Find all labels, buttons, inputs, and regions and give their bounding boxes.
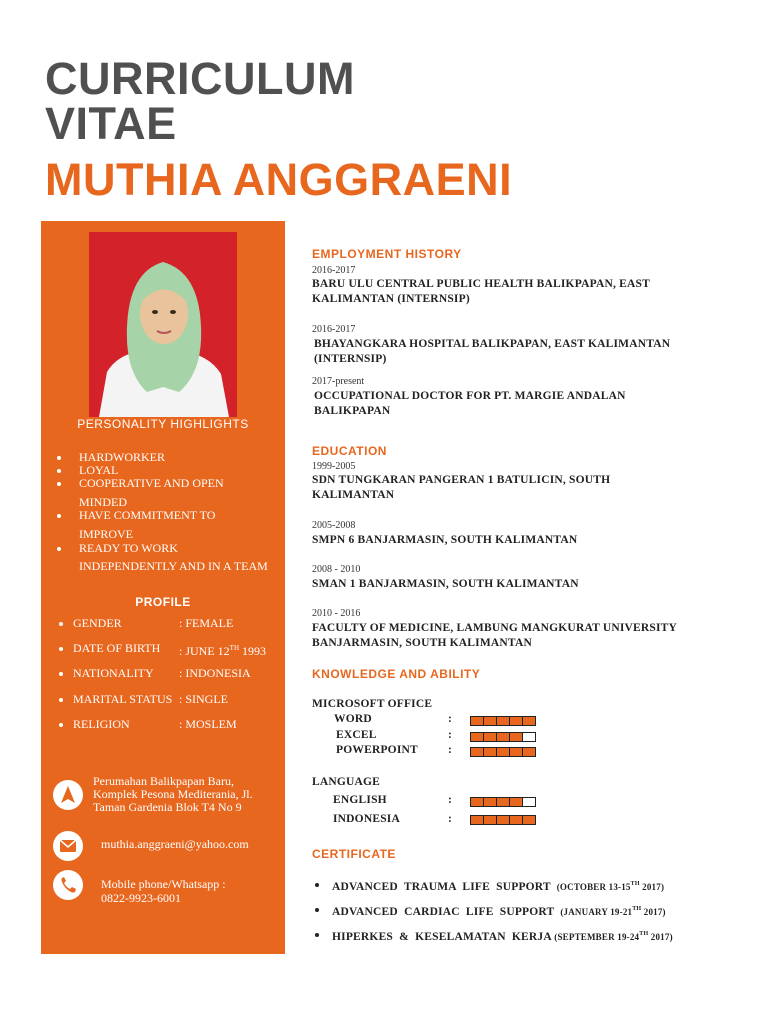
- rating-cell: [471, 717, 484, 725]
- rating-cell: [510, 733, 523, 741]
- profile-value: : FEMALE: [179, 616, 234, 630]
- rating-cell: [497, 717, 510, 725]
- certificate-item: ADVANCED CARDIAC LIFE SUPPORT (JANUARY 19-21TH 2017): [332, 905, 666, 918]
- email-link[interactable]: muthia.anggraeni@yahoo.com: [101, 837, 249, 851]
- rating-cell: [510, 748, 523, 756]
- certificate-item: ADVANCED TRAUMA LIFE SUPPORT (OCTOBER 13-15TH 2017): [332, 880, 665, 893]
- rating-cell: [497, 816, 510, 824]
- education-date: 2008 - 2010: [312, 564, 361, 575]
- skill-name: POWERPOINT: [336, 744, 418, 756]
- certificate-heading: CERTIFICATE: [312, 847, 396, 861]
- education-entry: SDN TUNGKARAN PANGERAN 1 BATULICIN, SOUTH KALIMANTAN: [312, 474, 611, 501]
- sidebar-panel: [41, 221, 285, 954]
- rating-cell: [510, 717, 523, 725]
- employment-entry: BARU ULU CENTRAL PUBLIC HEALTH BALIKPAPAN, EAST KALIMANTAN (INTERNSIP): [312, 278, 650, 305]
- profile-photo: [89, 232, 237, 417]
- language-name: ENGLISH: [333, 794, 387, 806]
- highlight-item: HAVE COMMITMENT TO: [79, 508, 216, 522]
- rating-cell: [484, 733, 497, 741]
- profile-photo-illustration: [89, 232, 237, 417]
- phone-icon: [53, 870, 83, 900]
- skill-colon: :: [448, 794, 452, 806]
- cv-title-line2: VITAE: [45, 98, 177, 149]
- language-rating-bar: [470, 815, 536, 825]
- rating-cell: [484, 748, 497, 756]
- rating-cell: [497, 748, 510, 756]
- profile-value: : SINGLE: [179, 692, 228, 706]
- profile-value: : INDONESIA: [179, 666, 251, 680]
- rating-cell: [484, 717, 497, 725]
- profile-label: RELIGION: [73, 717, 130, 731]
- skill-rating-bar: [470, 716, 536, 726]
- employment-date: 2016-2017: [312, 265, 356, 276]
- education-entry: SMPN 6 BANJARMASIN, SOUTH KALIMANTAN: [312, 534, 578, 546]
- certificate-item: HIPERKES & KESELAMATAN KERJA (SEPTEMBER 19-24TH 2017): [332, 930, 673, 943]
- highlight-item: MINDED: [79, 495, 127, 509]
- education-date: 2010 - 2016: [312, 608, 361, 619]
- rating-cell: [471, 733, 484, 741]
- employment-heading: EMPLOYMENT HISTORY: [312, 247, 462, 261]
- highlight-item: IMPROVE: [79, 527, 134, 541]
- profile-label: GENDER: [73, 616, 122, 630]
- education-entry: SMAN 1 BANJARMASIN, SOUTH KALIMANTAN: [312, 578, 579, 590]
- personality-heading: PERSONALITY HIGHLIGHTS: [77, 417, 249, 431]
- profile-value: : JUNE 12TH 1993: [179, 644, 267, 658]
- rating-cell: [510, 816, 523, 824]
- skill-colon: :: [448, 744, 452, 756]
- highlight-item: COOPERATIVE AND OPEN: [79, 476, 224, 490]
- rating-cell: [497, 798, 510, 806]
- skill-rating-bar: [470, 732, 536, 742]
- skill-name: EXCEL: [336, 729, 377, 741]
- phone-label: Mobile phone/Whatsapp :: [101, 877, 226, 891]
- profile-label: MARITAL STATUS: [73, 692, 173, 706]
- education-date: 1999-2005: [312, 461, 356, 472]
- rating-cell: [471, 816, 484, 824]
- address-line: Komplek Pesona Mediterania, Jl.: [93, 787, 253, 801]
- highlight-item: HARDWORKER: [79, 450, 165, 464]
- cv-title-line1: CURRICULUM: [45, 53, 355, 104]
- skill-colon: :: [448, 813, 452, 825]
- profile-label: DATE OF BIRTH: [73, 641, 161, 655]
- rating-cell: [484, 798, 497, 806]
- education-date: 2005-2008: [312, 520, 356, 531]
- rating-cell: [471, 798, 484, 806]
- highlight-item: INDEPENDENTLY AND IN A TEAM: [79, 559, 268, 573]
- envelope-icon: [53, 831, 83, 861]
- skill-colon: :: [448, 729, 452, 741]
- education-entry: FACULTY OF MEDICINE, LAMBUNG MANGKURAT UNIVERSITY BANJARMASIN, SOUTH KALIMANTAN: [312, 622, 678, 649]
- rating-cell: [484, 816, 497, 824]
- rating-cell: [523, 733, 535, 741]
- phone-number[interactable]: 0822-9923-6001: [101, 891, 181, 905]
- knowledge-heading: KNOWLEDGE AND ABILITY: [312, 667, 481, 681]
- rating-cell: [523, 816, 535, 824]
- skill-rating-bar: [470, 747, 536, 757]
- highlight-item: READY TO WORK: [79, 541, 178, 555]
- address-line: Perumahan Balikpapan Baru,: [93, 774, 234, 788]
- highlight-item: LOYAL: [79, 463, 119, 477]
- employment-date: 2016-2017: [312, 324, 356, 335]
- employment-entry: BHAYANGKARA HOSPITAL BALIKPAPAN, EAST KALIMANTAN (INTERNSIP): [314, 338, 671, 365]
- rating-cell: [523, 798, 535, 806]
- person-name: MUTHIA ANGGRAENI: [45, 154, 513, 205]
- rating-cell: [523, 748, 535, 756]
- rating-cell: [510, 798, 523, 806]
- language-rating-bar: [470, 797, 536, 807]
- skill-name: WORD: [334, 713, 372, 725]
- rating-cell: [471, 748, 484, 756]
- language-label: LANGUAGE: [312, 776, 381, 788]
- education-heading: EDUCATION: [312, 444, 387, 458]
- rating-cell: [497, 733, 510, 741]
- profile-value: : MOSLEM: [179, 717, 237, 731]
- language-name: INDONESIA: [333, 813, 400, 825]
- office-label: MICROSOFT OFFICE: [312, 698, 433, 710]
- employment-entry: OCCUPATIONAL DOCTOR FOR PT. MARGIE ANDALAN BALIKPAPAN: [314, 390, 626, 417]
- profile-label: NATIONALITY: [73, 666, 154, 680]
- address-line: Taman Gardenia Blok T4 No 9: [93, 800, 242, 814]
- skill-colon: :: [448, 713, 452, 725]
- navigation-arrow-icon: [53, 780, 83, 810]
- employment-date: 2017-present: [312, 376, 365, 387]
- rating-cell: [523, 717, 535, 725]
- profile-heading: PROFILE: [135, 595, 191, 609]
